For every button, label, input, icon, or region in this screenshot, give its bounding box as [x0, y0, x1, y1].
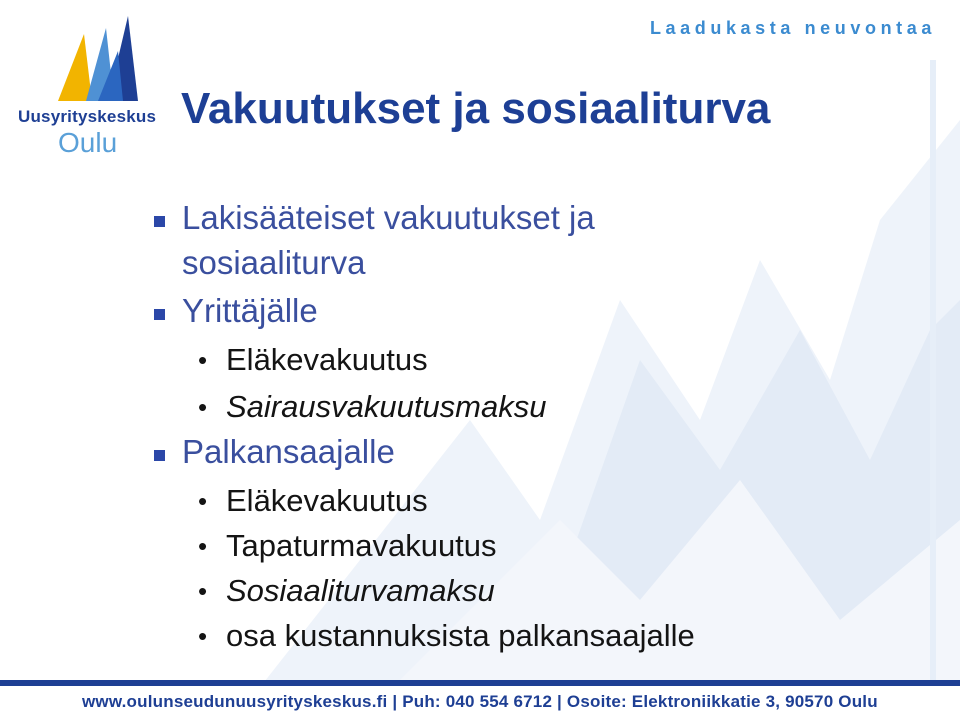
- footer-divider: [0, 680, 960, 686]
- round-bullet-icon: •: [198, 531, 208, 561]
- square-bullet-icon: [154, 450, 165, 461]
- round-bullet-icon: •: [198, 576, 208, 606]
- round-bullet-icon: •: [198, 486, 208, 516]
- list-item: Yrittäjälle: [182, 292, 318, 329]
- list-item-continuation: sosiaaliturva: [182, 244, 366, 281]
- footer: [0, 680, 960, 717]
- round-bullet-icon: •: [198, 621, 208, 651]
- list-item: Palkansaajalle: [182, 433, 395, 470]
- logo-name: Uusyrityskeskus: [18, 107, 157, 126]
- footer-contact: www.oulunseudunuusyrityskeskus.fi | Puh: 040 554 6712 | Osoite: Elektroniikkatie 3, 90570 Oulu: [82, 692, 878, 711]
- square-bullet-icon: [154, 309, 165, 320]
- round-bullet-icon: •: [198, 392, 208, 422]
- sub-list-item: Eläkevakuutus: [226, 483, 428, 518]
- list-item: Lakisääteiset vakuutukset ja: [182, 199, 595, 236]
- sub-list-item: Tapaturmavakuutus: [226, 528, 497, 563]
- square-bullet-icon: [154, 216, 165, 227]
- page-title: Vakuutukset ja sosiaaliturva: [181, 84, 771, 133]
- tagline: Laadukasta neuvontaa: [649, 18, 936, 38]
- sub-list-item: Eläkevakuutus: [226, 342, 428, 377]
- round-bullet-icon: •: [198, 345, 208, 375]
- sub-list-item: osa kustannuksista palkansaajalle: [226, 618, 695, 653]
- sub-list-item: Sairausvakuutusmaksu: [226, 389, 547, 424]
- logo-city: Oulu: [58, 127, 118, 158]
- sub-list-item: Sosiaaliturvamaksu: [226, 573, 495, 608]
